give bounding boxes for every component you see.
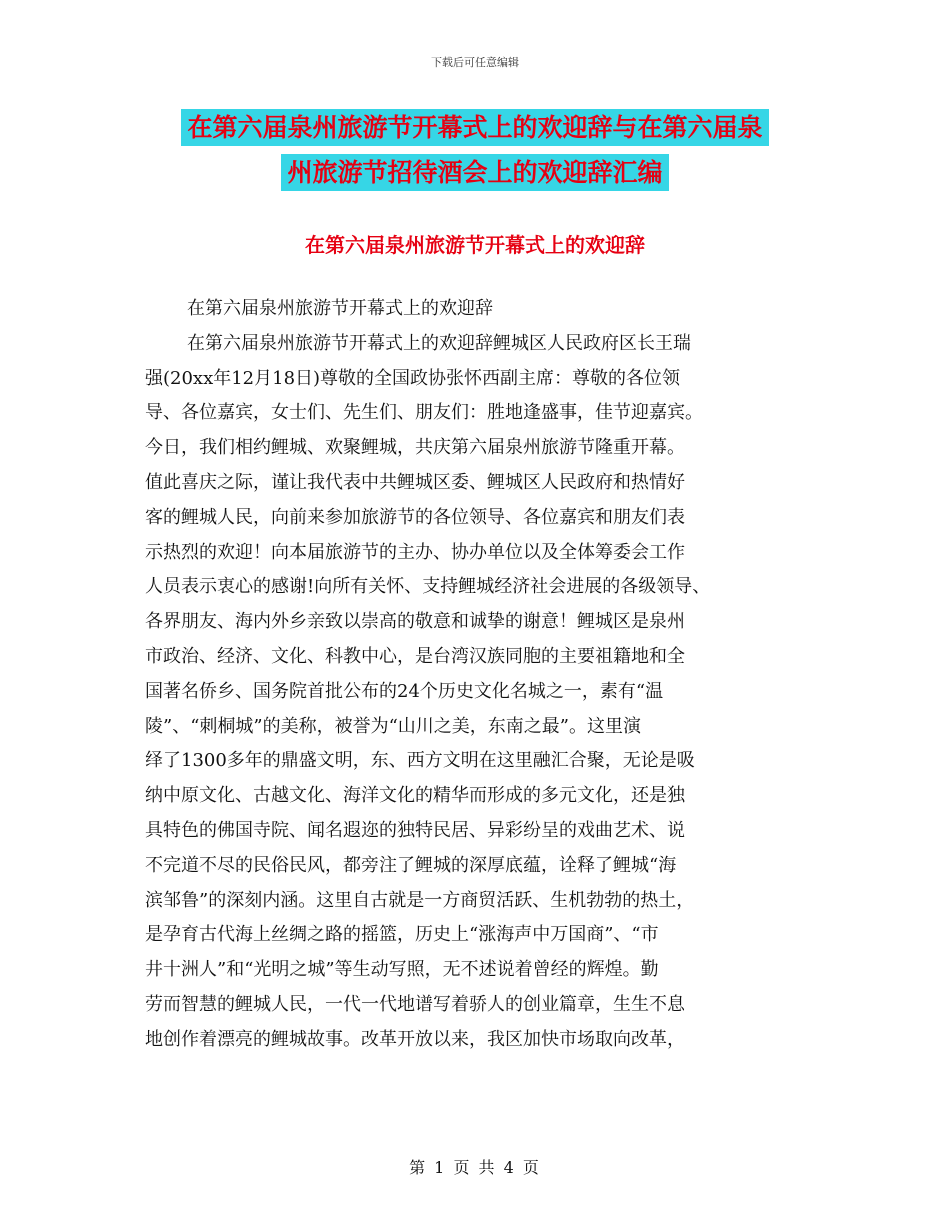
- body-line: 绎了1300多年的鼎盛文明，东、西方文明在这里融汇合聚，无论是吸: [145, 750, 695, 772]
- body-line: 在第六届泉州旅游节开幕式上的欢迎辞鲤城区人民政府区长王瑞: [187, 332, 691, 354]
- body-line: 今日，我们相约鲤城、欢聚鲤城，共庆第六届泉州旅游节隆重开幕。: [145, 437, 685, 459]
- body-line: 强(20xx年12月18日)尊敬的全国政协张怀西副主席：尊敬的各位领: [145, 367, 681, 389]
- body-line: 市政治、经济、文化、科教中心，是台湾汉族同胞的主要祖籍地和全: [145, 645, 685, 667]
- header-note: 下载后可任意编辑: [431, 56, 519, 69]
- document-title-line-2: [0, 158, 950, 188]
- body-line: 纳中原文化、古越文化、海洋文化的精华而形成的多元文化，还是独: [145, 785, 685, 807]
- document-title-line-1: [0, 113, 950, 143]
- body-line: 滨邹鲁”的深刻内涵。这里自古就是一方商贸活跃、生机勃勃的热土，: [145, 889, 695, 911]
- body-line: 劳而智慧的鲤城人民，一代一代地谱写着骄人的创业篇章，生生不息: [145, 993, 685, 1015]
- title-highlight-2: 州旅游节招待酒会上的欢迎辞汇编: [281, 154, 668, 191]
- body-line: 井十洲人”和“光明之城”等生动写照，无不述说着曾经的辉煌。勤: [145, 959, 659, 981]
- body-line: 示热烈的欢迎！向本届旅游节的主办、协办单位以及全体筹委会工作: [145, 541, 685, 563]
- body-text: [145, 292, 825, 1058]
- section-title: 在第六届泉州旅游节开幕式上的欢迎辞: [305, 233, 645, 257]
- body-line: 具特色的佛国寺院、闻名遐迩的独特民居、异彩纷呈的戏曲艺术、说: [145, 819, 685, 841]
- body-line: 人员表示衷心的感谢!向所有关怀、支持鲤城经济社会进展的各级领导、: [145, 576, 711, 598]
- body-line: 地创作着漂亮的鲤城故事。改革开放以来，我区加快市场取向改革，: [145, 1028, 685, 1050]
- body-line: 各界朋友、海内外乡亲致以崇高的敬意和诚挚的谢意！鲤城区是泉州: [145, 611, 685, 633]
- body-line: 导、各位嘉宾，女士们、先生们、朋友们：胜地逢盛事，佳节迎嘉宾。: [145, 402, 703, 424]
- body-line: 是孕育古代海上丝绸之路的摇篮，历史上“涨海声中万国商”、“市: [145, 924, 659, 946]
- body-line: 在第六届泉州旅游节开幕式上的欢迎辞: [187, 298, 493, 319]
- title-highlight-1: 在第六届泉州旅游节开幕式上的欢迎辞与在第六届泉: [181, 109, 768, 146]
- body-line: 不完道不尽的民俗民风，都旁注了鲤城的深厚底蕴，诠释了鲤城“海: [145, 854, 677, 876]
- body-line: 陵”、“刺桐城”的美称，被誉为“山川之美，东南之最”。这里演: [145, 715, 642, 737]
- body-line: 客的鲤城人民，向前来参加旅游节的各位领导、各位嘉宾和朋友们表: [145, 506, 685, 528]
- body-line: 国著名侨乡、国务院首批公布的24个历史文化名城之一，素有“温: [145, 680, 664, 702]
- page-footer: 第 1 页 共 4 页: [409, 1158, 541, 1177]
- body-line: 值此喜庆之际，谨让我代表中共鲤城区委、鲤城区人民政府和热情好: [145, 471, 685, 493]
